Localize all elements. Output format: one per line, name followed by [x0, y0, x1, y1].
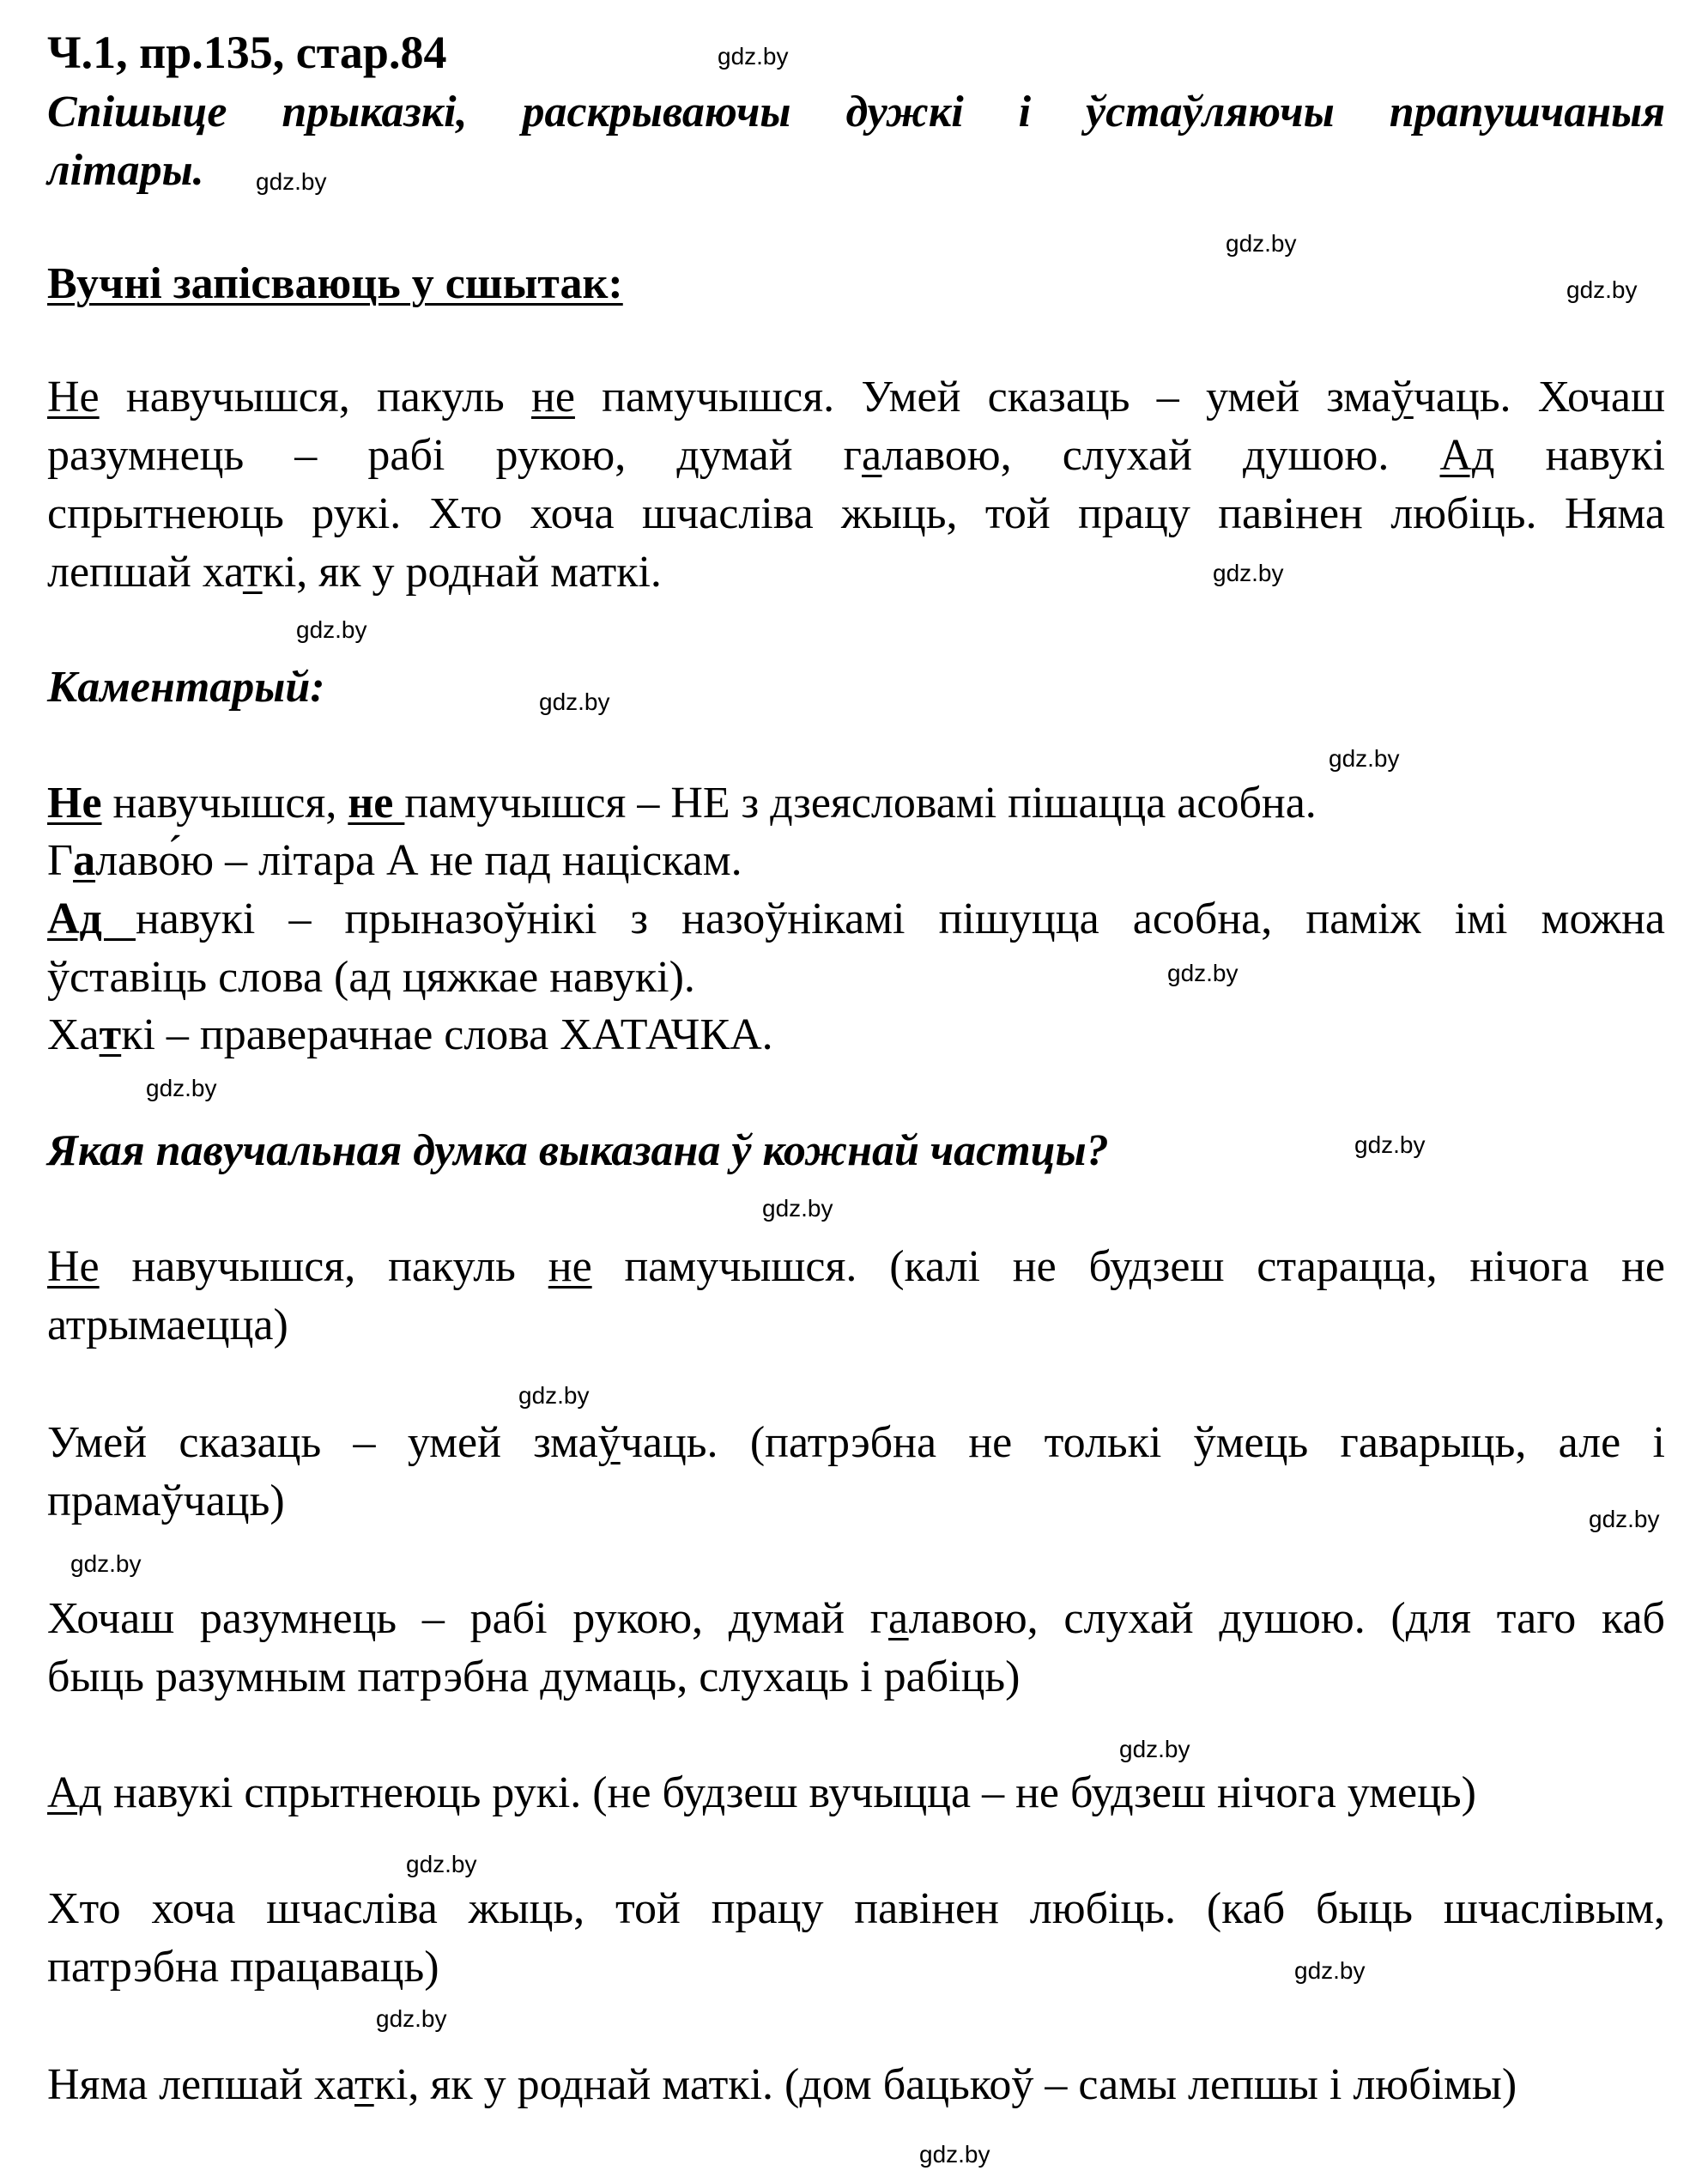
section-heading-notebook: Вучні запісваюць у сшытак: — [47, 259, 623, 308]
watermark: gdz.by — [1589, 1506, 1660, 1532]
watermark: gdz.by — [296, 616, 367, 643]
watermark: gdz.by — [919, 2141, 990, 2168]
task-text-line-1: Спішыце прыказкі, раскрываючы дужкі і ўстаўляючы прапушчаныя — [47, 88, 1665, 136]
proverbs-line-4: лепшай хаткі, як у роднай маткі. — [47, 548, 662, 597]
answer-1-line-1: Не навучышся, пакуль не памучышся. (калі не будзеш старацца, нічога не — [47, 1242, 1665, 1291]
watermark: gdz.by — [1294, 1957, 1366, 1984]
proverbs-line-3: спрытнеюць рукі. Хто хоча шчасліва жыць, той працу павінен любіць. Няма — [47, 489, 1665, 538]
answer-4: Ад навукі спрытнеюць рукі. (не будзеш вучыцца – не будзеш нічога умець) — [47, 1768, 1476, 1817]
watermark: gdz.by — [718, 43, 789, 70]
section-heading-question: Якая павучальная думка выказана ў кожнай частцы? — [47, 1126, 1109, 1175]
page-title: Ч.1, пр.135, стар.84 — [47, 27, 447, 78]
watermark: gdz.by — [256, 168, 327, 195]
comment-line-4: ўставіць слова (ад цяжкае навукі). — [47, 953, 695, 1002]
watermark: gdz.by — [1226, 230, 1297, 257]
answer-2-line-2: прамаўчаць) — [47, 1477, 285, 1525]
watermark: gdz.by — [539, 688, 610, 715]
comment-line-2: Галаво́ю – літара А не пад націскам. — [47, 836, 742, 885]
comment-line-5: Хаткі – праверачнае слова ХАТАЧКА. — [47, 1010, 773, 1059]
comment-line-3: Ад навукі – прыназоўнікі з назоўнікамі пішуцца асобна, паміж імі можна — [47, 894, 1665, 943]
comment-line-1: Не навучышся, не памучышся – НЕ з дзеясловамі пішацца асобна. — [47, 779, 1317, 828]
watermark: gdz.by — [70, 1550, 142, 1577]
answer-6: Няма лепшай хаткі, як у роднай маткі. (дом бацькоў – самы лепшы і любімы) — [47, 2060, 1517, 2109]
watermark: gdz.by — [1213, 560, 1284, 586]
watermark: gdz.by — [762, 1195, 833, 1222]
task-text-line-2: літары. — [47, 146, 204, 195]
answer-1-line-2: атрымаецца) — [47, 1301, 288, 1349]
answer-3-line-1: Хочаш разумнець – рабі рукою, думай галавою, слухай душою. (для таго каб — [47, 1594, 1665, 1643]
section-heading-commentary: Каментарый: — [47, 663, 325, 712]
watermark: gdz.by — [406, 1851, 477, 1877]
answer-5-line-1: Хто хоча шчасліва жыць, той працу павінен любіць. (каб быць шчаслівым, — [47, 1884, 1665, 1933]
watermark: gdz.by — [1329, 745, 1400, 772]
watermark: gdz.by — [1119, 1736, 1190, 1762]
watermark: gdz.by — [1167, 960, 1239, 986]
answer-2-line-1: Умей сказаць – умей змаўчаць. (патрэбна не толькі ўмець гаварыць, але і — [47, 1418, 1665, 1467]
watermark: gdz.by — [1354, 1131, 1426, 1158]
answer-5-line-2: патрэбна працаваць) — [47, 1943, 439, 1992]
proverbs-line-1: Не навучышся, пакуль не памучышся. Умей сказаць – умей змаўчаць. Хочаш — [47, 373, 1665, 421]
watermark: gdz.by — [518, 1382, 590, 1409]
watermark: gdz.by — [1566, 276, 1638, 303]
proverbs-line-2: разумнець – рабі рукою, думай галавою, слухай душою. Ад навукі — [47, 431, 1666, 480]
watermark: gdz.by — [146, 1075, 217, 1101]
answer-3-line-2: быць разумным патрэбна думаць, слухаць і рабіць) — [47, 1652, 1021, 1701]
watermark: gdz.by — [376, 2005, 447, 2032]
